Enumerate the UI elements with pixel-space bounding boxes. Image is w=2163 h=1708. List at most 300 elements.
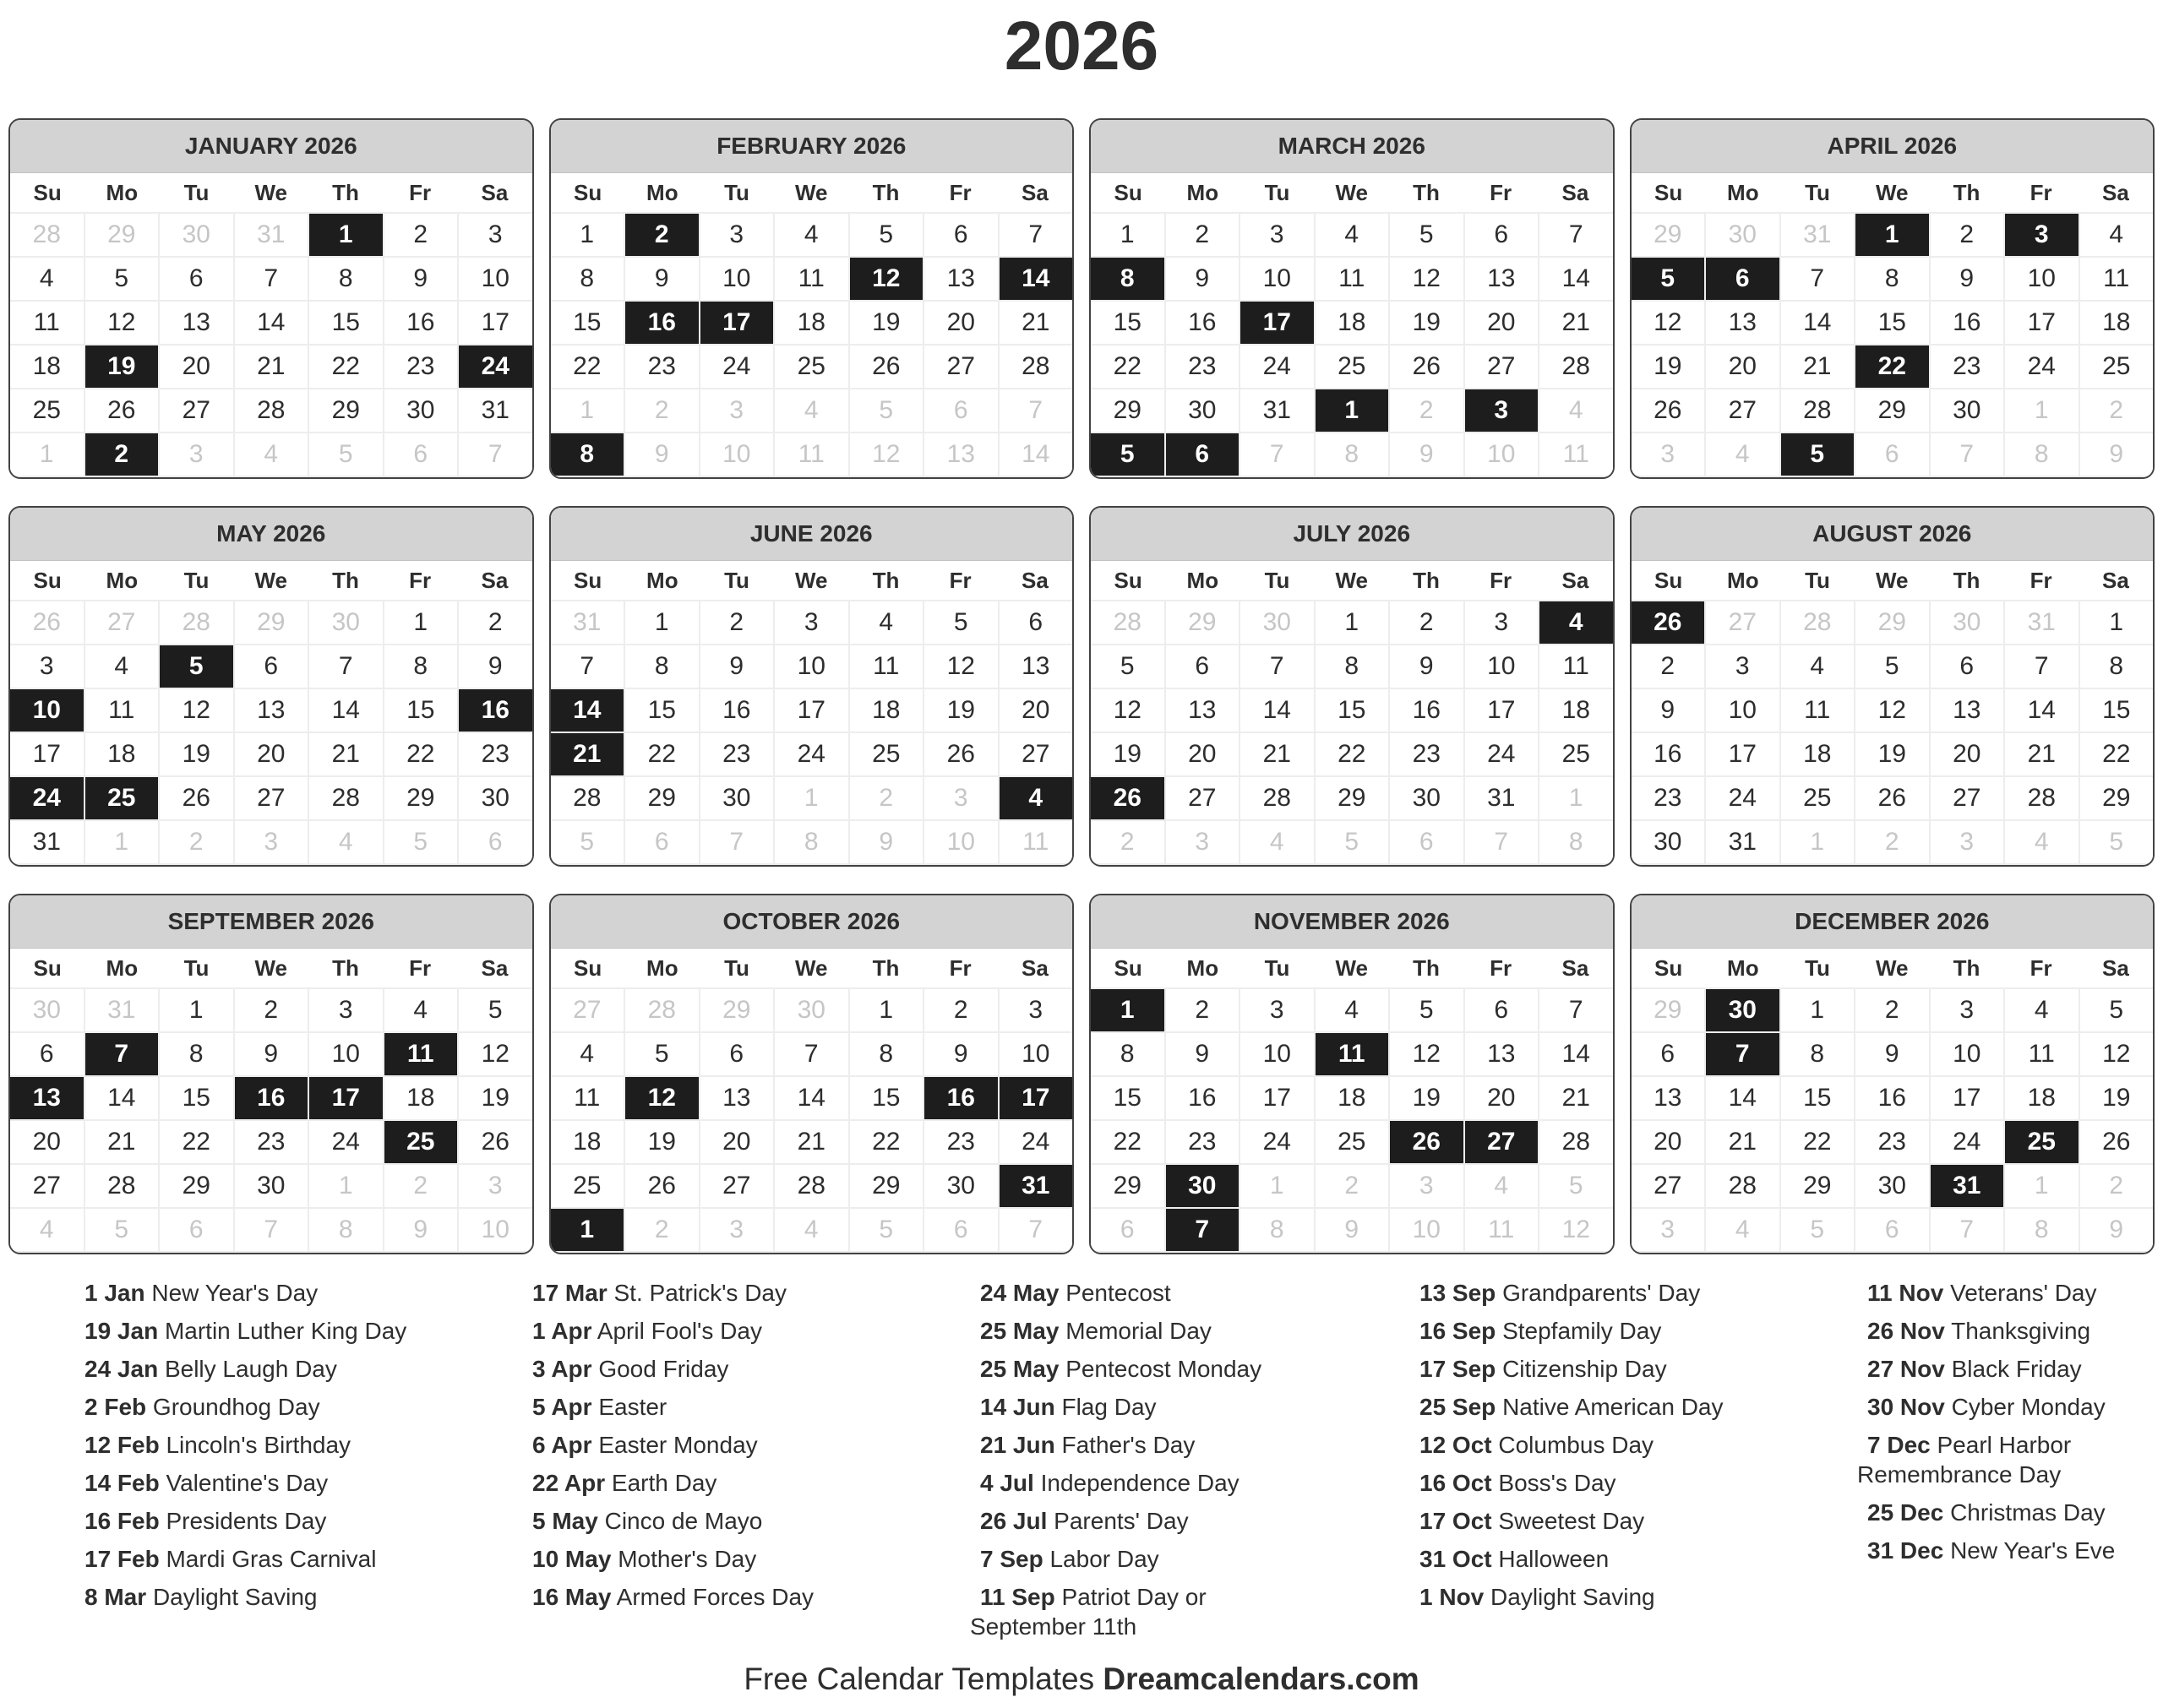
weekday-label: Th bbox=[872, 567, 900, 593]
day-cell: 19 bbox=[625, 1121, 699, 1163]
day-cell-holiday: 17 bbox=[1000, 1077, 1073, 1119]
month-title: OCTOBER 2026 bbox=[551, 895, 1073, 949]
holiday-name: New Year's Day bbox=[151, 1280, 319, 1306]
weekday-row bbox=[1091, 949, 1613, 989]
day-cell: 16 bbox=[1855, 1077, 1929, 1119]
holiday-entry bbox=[74, 1354, 522, 1384]
month-box-9 bbox=[8, 894, 534, 1254]
holiday-date: 31 Dec bbox=[1867, 1537, 1944, 1564]
day-cell: 6 bbox=[160, 1209, 233, 1251]
weekday-row bbox=[551, 173, 1073, 214]
day-cell: 3 bbox=[459, 1165, 532, 1207]
day-cell: 12 bbox=[1539, 1209, 1613, 1251]
holiday-date: 25 May bbox=[980, 1356, 1060, 1382]
day-cell: 20 bbox=[10, 1121, 84, 1163]
holiday-date: 26 Jul bbox=[980, 1508, 1048, 1534]
holiday-entry bbox=[74, 1506, 522, 1536]
weekday-label: Mo bbox=[1186, 179, 1219, 205]
day-cell: 26 bbox=[625, 1165, 699, 1207]
day-cell: 26 bbox=[2080, 1121, 2154, 1163]
day-cell-holiday: 22 bbox=[1855, 345, 1929, 388]
weekday-label: Mo bbox=[1186, 955, 1219, 981]
holiday-entry bbox=[74, 1544, 522, 1574]
day-cell: 2 bbox=[1855, 821, 1929, 863]
day-cell: 30 bbox=[1855, 1165, 1929, 1207]
day-cell: 3 bbox=[1706, 645, 1779, 688]
day-cell: 7 bbox=[1000, 214, 1073, 256]
holiday-entry bbox=[74, 1316, 522, 1346]
day-cell: 11 bbox=[1000, 821, 1073, 863]
day-cell: 22 bbox=[551, 345, 624, 388]
day-cell: 22 bbox=[2080, 733, 2154, 775]
day-cell: 1 bbox=[775, 777, 848, 819]
day-cell: 24 bbox=[2005, 345, 2079, 388]
weekday-label: Tu bbox=[1264, 179, 1290, 205]
weekday-label: We bbox=[254, 179, 287, 205]
day-cell: 19 bbox=[160, 733, 233, 775]
day-cell: 8 bbox=[2005, 433, 2079, 476]
holiday-date: 25 Dec bbox=[1867, 1499, 1944, 1526]
day-cell: 13 bbox=[1706, 302, 1779, 344]
day-cell: 28 bbox=[551, 777, 624, 819]
holiday-name: Citizenship Day bbox=[1502, 1356, 1667, 1382]
day-cell: 9 bbox=[625, 258, 699, 300]
day-cell: 3 bbox=[1000, 989, 1073, 1031]
day-cell: 19 bbox=[1855, 733, 1929, 775]
day-cell: 6 bbox=[625, 821, 699, 863]
holiday-date: 30 Nov bbox=[1867, 1394, 1945, 1420]
date-grid bbox=[551, 601, 1073, 865]
day-cell: 9 bbox=[1166, 258, 1240, 300]
day-cell: 3 bbox=[1240, 989, 1314, 1031]
day-cell: 25 bbox=[1539, 733, 1613, 775]
day-cell: 29 bbox=[625, 777, 699, 819]
holiday-entry bbox=[970, 1430, 1304, 1460]
day-cell: 15 bbox=[160, 1077, 233, 1119]
day-cell: 23 bbox=[384, 345, 458, 388]
holiday-name: Parents' Day bbox=[1054, 1508, 1189, 1534]
day-cell-holiday: 21 bbox=[551, 733, 624, 775]
day-cell: 23 bbox=[924, 1121, 998, 1163]
day-cell: 23 bbox=[1931, 345, 2004, 388]
day-cell: 4 bbox=[551, 1033, 624, 1075]
holiday-column-1 bbox=[74, 1278, 522, 1650]
day-cell: 10 bbox=[309, 1033, 383, 1075]
day-cell: 9 bbox=[384, 1209, 458, 1251]
day-cell: 29 bbox=[384, 777, 458, 819]
month-box-3 bbox=[1089, 118, 1615, 479]
holiday-date: 25 Sep bbox=[1419, 1394, 1496, 1420]
day-cell: 7 bbox=[2005, 645, 2079, 688]
day-cell: 12 bbox=[1390, 258, 1463, 300]
weekday-label: Th bbox=[1413, 179, 1440, 205]
weekday-label: Mo bbox=[1727, 955, 1759, 981]
day-cell: 17 bbox=[1706, 733, 1779, 775]
day-cell: 29 bbox=[1166, 601, 1240, 644]
day-cell: 23 bbox=[1632, 777, 1705, 819]
day-cell: 8 bbox=[775, 821, 848, 863]
day-cell: 14 bbox=[775, 1077, 848, 1119]
day-cell: 5 bbox=[2080, 989, 2154, 1031]
day-cell: 4 bbox=[1465, 1165, 1539, 1207]
holiday-name: Presidents Day bbox=[166, 1508, 327, 1534]
day-cell-holiday: 16 bbox=[625, 302, 699, 344]
day-cell: 9 bbox=[2080, 433, 2154, 476]
day-cell-holiday: 7 bbox=[85, 1033, 159, 1075]
holiday-name: Martin Luther King Day bbox=[164, 1318, 407, 1344]
day-cell: 6 bbox=[924, 389, 998, 432]
day-cell: 4 bbox=[2005, 989, 2079, 1031]
weekday-label: Fr bbox=[949, 179, 972, 205]
weekday-label: Mo bbox=[106, 955, 139, 981]
day-cell: 30 bbox=[459, 777, 532, 819]
day-cell: 17 bbox=[459, 302, 532, 344]
day-cell: 3 bbox=[1390, 1165, 1463, 1207]
holiday-date: 11 Sep bbox=[980, 1584, 1055, 1610]
day-cell: 6 bbox=[384, 433, 458, 476]
holiday-date: 16 Sep bbox=[1419, 1318, 1496, 1344]
holiday-date: 24 Jan bbox=[84, 1356, 159, 1382]
holidays-section bbox=[0, 1254, 2163, 1650]
holiday-date: 19 Jan bbox=[84, 1318, 159, 1344]
day-cell: 4 bbox=[1706, 433, 1779, 476]
day-cell: 11 bbox=[850, 645, 923, 688]
day-cell: 3 bbox=[459, 214, 532, 256]
day-cell-holiday: 1 bbox=[551, 1209, 624, 1251]
day-cell: 7 bbox=[235, 1209, 308, 1251]
day-cell: 3 bbox=[309, 989, 383, 1031]
day-cell: 30 bbox=[1931, 389, 2004, 432]
day-cell-holiday: 2 bbox=[85, 433, 159, 476]
day-cell-holiday: 19 bbox=[85, 345, 159, 388]
day-cell: 22 bbox=[160, 1121, 233, 1163]
day-cell: 18 bbox=[551, 1121, 624, 1163]
day-cell: 27 bbox=[551, 989, 624, 1031]
weekday-label: We bbox=[1335, 567, 1368, 593]
day-cell: 21 bbox=[1781, 345, 1855, 388]
holiday-entry bbox=[1409, 1506, 1857, 1536]
weekday-label: Th bbox=[1413, 955, 1440, 981]
day-cell: 27 bbox=[160, 389, 233, 432]
day-cell-holiday: 27 bbox=[1465, 1121, 1539, 1163]
day-cell: 29 bbox=[1091, 389, 1164, 432]
day-cell: 5 bbox=[2080, 821, 2154, 863]
day-cell: 10 bbox=[700, 433, 774, 476]
holiday-date: 1 Nov bbox=[1419, 1584, 1485, 1610]
day-cell: 3 bbox=[160, 433, 233, 476]
holiday-entry bbox=[74, 1430, 522, 1460]
day-cell: 8 bbox=[2080, 645, 2154, 688]
day-cell: 2 bbox=[1316, 1165, 1389, 1207]
holiday-column-5 bbox=[1857, 1278, 2163, 1650]
day-cell: 9 bbox=[1166, 1033, 1240, 1075]
day-cell: 30 bbox=[1390, 777, 1463, 819]
weekday-label: Th bbox=[1413, 567, 1440, 593]
day-cell: 27 bbox=[235, 777, 308, 819]
day-cell: 7 bbox=[1240, 433, 1314, 476]
day-cell-holiday: 7 bbox=[1706, 1033, 1779, 1075]
date-grid bbox=[551, 214, 1073, 477]
holiday-entry bbox=[1409, 1582, 1857, 1612]
day-cell: 5 bbox=[1781, 1209, 1855, 1251]
day-cell: 25 bbox=[850, 733, 923, 775]
holiday-entry bbox=[970, 1506, 1304, 1536]
day-cell: 27 bbox=[1931, 777, 2004, 819]
day-cell: 28 bbox=[1781, 389, 1855, 432]
weekday-label: Th bbox=[332, 567, 359, 593]
day-cell: 1 bbox=[384, 601, 458, 644]
day-cell: 28 bbox=[1000, 345, 1073, 388]
day-cell: 4 bbox=[384, 989, 458, 1031]
day-cell: 4 bbox=[775, 389, 848, 432]
day-cell: 12 bbox=[1855, 689, 1929, 732]
day-cell: 1 bbox=[2005, 389, 2079, 432]
day-cell: 21 bbox=[2005, 733, 2079, 775]
day-cell: 10 bbox=[700, 258, 774, 300]
weekday-label: Su bbox=[1114, 179, 1142, 205]
weekday-label: We bbox=[254, 567, 287, 593]
day-cell: 29 bbox=[160, 1165, 233, 1207]
day-cell: 15 bbox=[850, 1077, 923, 1119]
day-cell-holiday: 4 bbox=[1539, 601, 1613, 644]
day-cell: 10 bbox=[1240, 1033, 1314, 1075]
day-cell: 18 bbox=[1316, 1077, 1389, 1119]
day-cell: 9 bbox=[459, 645, 532, 688]
day-cell: 27 bbox=[1166, 777, 1240, 819]
day-cell: 8 bbox=[1539, 821, 1613, 863]
day-cell-holiday: 13 bbox=[10, 1077, 84, 1119]
day-cell: 14 bbox=[1000, 433, 1073, 476]
day-cell: 25 bbox=[1316, 345, 1389, 388]
weekday-row bbox=[1632, 561, 2154, 601]
day-cell: 5 bbox=[924, 601, 998, 644]
day-cell: 8 bbox=[850, 1033, 923, 1075]
day-cell: 2 bbox=[235, 989, 308, 1031]
day-cell: 25 bbox=[551, 1165, 624, 1207]
day-cell: 30 bbox=[1632, 821, 1705, 863]
day-cell-holiday: 11 bbox=[384, 1033, 458, 1075]
day-cell: 30 bbox=[160, 214, 233, 256]
weekday-label: We bbox=[1335, 179, 1368, 205]
day-cell: 24 bbox=[309, 1121, 383, 1163]
day-cell: 14 bbox=[1240, 689, 1314, 732]
day-cell: 17 bbox=[1240, 1077, 1314, 1119]
day-cell: 4 bbox=[1539, 389, 1613, 432]
day-cell: 29 bbox=[1091, 1165, 1164, 1207]
day-cell: 5 bbox=[1316, 821, 1389, 863]
day-cell: 6 bbox=[160, 258, 233, 300]
holiday-name: Pentecost bbox=[1065, 1280, 1171, 1306]
holiday-date: 5 May bbox=[532, 1508, 598, 1534]
day-cell: 2 bbox=[2080, 389, 2154, 432]
day-cell: 30 bbox=[235, 1165, 308, 1207]
weekday-label: Tu bbox=[1264, 955, 1290, 981]
day-cell: 12 bbox=[2080, 1033, 2154, 1075]
holiday-entry bbox=[522, 1392, 970, 1422]
day-cell: 1 bbox=[309, 1165, 383, 1207]
day-cell: 13 bbox=[1000, 645, 1073, 688]
day-cell: 3 bbox=[1240, 214, 1314, 256]
day-cell: 2 bbox=[625, 389, 699, 432]
day-cell-holiday: 11 bbox=[1316, 1033, 1389, 1075]
day-cell: 8 bbox=[1316, 433, 1389, 476]
day-cell: 18 bbox=[85, 733, 159, 775]
day-cell: 3 bbox=[1465, 601, 1539, 644]
holiday-entry bbox=[970, 1316, 1304, 1346]
day-cell: 1 bbox=[1240, 1165, 1314, 1207]
day-cell: 18 bbox=[1316, 302, 1389, 344]
weekday-label: Tu bbox=[724, 567, 749, 593]
day-cell-holiday: 16 bbox=[924, 1077, 998, 1119]
day-cell: 14 bbox=[85, 1077, 159, 1119]
day-cell: 27 bbox=[1465, 345, 1539, 388]
holiday-entry bbox=[1857, 1536, 2163, 1565]
day-cell: 13 bbox=[924, 433, 998, 476]
day-cell: 4 bbox=[1706, 1209, 1779, 1251]
holiday-date: 8 Mar bbox=[84, 1584, 147, 1610]
day-cell: 7 bbox=[1931, 1209, 2004, 1251]
day-cell: 6 bbox=[459, 821, 532, 863]
holiday-name: Columbus Day bbox=[1498, 1432, 1654, 1458]
day-cell: 11 bbox=[775, 258, 848, 300]
weekday-label: Fr bbox=[949, 567, 972, 593]
day-cell: 28 bbox=[775, 1165, 848, 1207]
day-cell: 2 bbox=[384, 214, 458, 256]
day-cell: 23 bbox=[459, 733, 532, 775]
weekday-label: Mo bbox=[1186, 567, 1219, 593]
day-cell: 31 bbox=[1706, 821, 1779, 863]
day-cell: 11 bbox=[85, 689, 159, 732]
holiday-entry bbox=[1857, 1316, 2163, 1346]
day-cell: 3 bbox=[1931, 821, 2004, 863]
holiday-date: 16 May bbox=[532, 1584, 612, 1610]
weekday-label: Fr bbox=[1490, 179, 1512, 205]
day-cell-holiday: 6 bbox=[1166, 433, 1240, 476]
weekday-row bbox=[10, 949, 532, 989]
day-cell: 6 bbox=[1931, 645, 2004, 688]
day-cell: 15 bbox=[2080, 689, 2154, 732]
day-cell: 21 bbox=[235, 345, 308, 388]
holiday-name: Stepfamily Day bbox=[1502, 1318, 1662, 1344]
day-cell: 11 bbox=[2080, 258, 2154, 300]
day-cell: 1 bbox=[85, 821, 159, 863]
holiday-entry bbox=[1409, 1468, 1857, 1498]
weekday-label: Sa bbox=[2101, 179, 2129, 205]
day-cell-holiday: 14 bbox=[551, 689, 624, 732]
day-cell-holiday: 16 bbox=[235, 1077, 308, 1119]
day-cell-holiday: 3 bbox=[1465, 389, 1539, 432]
day-cell: 5 bbox=[384, 821, 458, 863]
day-cell: 20 bbox=[1632, 1121, 1705, 1163]
weekday-label: Mo bbox=[646, 179, 678, 205]
day-cell: 31 bbox=[10, 821, 84, 863]
day-cell: 16 bbox=[1166, 1077, 1240, 1119]
day-cell: 3 bbox=[1632, 433, 1705, 476]
day-cell: 10 bbox=[459, 258, 532, 300]
day-cell: 11 bbox=[1539, 433, 1613, 476]
day-cell: 9 bbox=[700, 645, 774, 688]
day-cell: 28 bbox=[235, 389, 308, 432]
weekday-label: Fr bbox=[2030, 955, 2052, 981]
weekday-label: Sa bbox=[2101, 955, 2129, 981]
weekday-label: We bbox=[1335, 955, 1368, 981]
day-cell-holiday: 25 bbox=[2005, 1121, 2079, 1163]
weekday-label: Tu bbox=[724, 955, 749, 981]
day-cell: 23 bbox=[1855, 1121, 1929, 1163]
date-grid bbox=[1091, 601, 1613, 865]
day-cell: 2 bbox=[459, 601, 532, 644]
day-cell: 26 bbox=[1390, 345, 1463, 388]
date-grid bbox=[551, 989, 1073, 1253]
holiday-name: Mardi Gras Carnival bbox=[166, 1546, 377, 1572]
day-cell: 12 bbox=[160, 689, 233, 732]
day-cell: 29 bbox=[1632, 214, 1705, 256]
day-cell: 1 bbox=[1539, 777, 1613, 819]
day-cell: 25 bbox=[775, 345, 848, 388]
day-cell: 30 bbox=[309, 601, 383, 644]
day-cell: 25 bbox=[10, 389, 84, 432]
day-cell: 24 bbox=[775, 733, 848, 775]
month-title: AUGUST 2026 bbox=[1632, 508, 2154, 561]
holiday-name: Patriot Day or September 11th bbox=[970, 1584, 1207, 1640]
day-cell: 14 bbox=[2005, 689, 2079, 732]
holiday-date: 13 Sep bbox=[1419, 1280, 1496, 1306]
day-cell: 31 bbox=[1465, 777, 1539, 819]
day-cell-holiday: 24 bbox=[10, 777, 84, 819]
day-cell: 3 bbox=[700, 1209, 774, 1251]
day-cell: 2 bbox=[1855, 989, 1929, 1031]
date-grid bbox=[10, 214, 532, 477]
day-cell: 22 bbox=[625, 733, 699, 775]
day-cell: 7 bbox=[551, 645, 624, 688]
day-cell: 20 bbox=[160, 345, 233, 388]
holiday-date: 6 Apr bbox=[532, 1432, 592, 1458]
day-cell: 12 bbox=[459, 1033, 532, 1075]
day-cell: 29 bbox=[1855, 601, 1929, 644]
weekday-row bbox=[551, 949, 1073, 989]
day-cell: 18 bbox=[1781, 733, 1855, 775]
day-cell: 4 bbox=[1240, 821, 1314, 863]
day-cell: 3 bbox=[10, 645, 84, 688]
holiday-date: 14 Jun bbox=[980, 1394, 1055, 1420]
day-cell: 15 bbox=[551, 302, 624, 344]
day-cell: 24 bbox=[1240, 345, 1314, 388]
day-cell: 15 bbox=[1781, 1077, 1855, 1119]
holiday-date: 16 Feb bbox=[84, 1508, 160, 1534]
date-grid bbox=[1632, 989, 2154, 1253]
day-cell: 29 bbox=[2080, 777, 2154, 819]
day-cell: 10 bbox=[924, 821, 998, 863]
day-cell: 9 bbox=[1632, 689, 1705, 732]
holiday-entry bbox=[970, 1354, 1304, 1384]
day-cell: 22 bbox=[309, 345, 383, 388]
day-cell: 15 bbox=[625, 689, 699, 732]
day-cell: 2 bbox=[1390, 389, 1463, 432]
day-cell: 14 bbox=[1781, 302, 1855, 344]
weekday-label: Fr bbox=[2030, 179, 2052, 205]
day-cell: 6 bbox=[1465, 989, 1539, 1031]
day-cell: 8 bbox=[1781, 1033, 1855, 1075]
day-cell: 5 bbox=[1390, 214, 1463, 256]
holiday-entry bbox=[522, 1582, 970, 1612]
weekday-label: Sa bbox=[481, 179, 509, 205]
day-cell: 5 bbox=[1855, 645, 1929, 688]
day-cell: 6 bbox=[1855, 1209, 1929, 1251]
day-cell: 1 bbox=[10, 433, 84, 476]
day-cell: 14 bbox=[1706, 1077, 1779, 1119]
day-cell: 7 bbox=[1465, 821, 1539, 863]
day-cell: 30 bbox=[1706, 214, 1779, 256]
